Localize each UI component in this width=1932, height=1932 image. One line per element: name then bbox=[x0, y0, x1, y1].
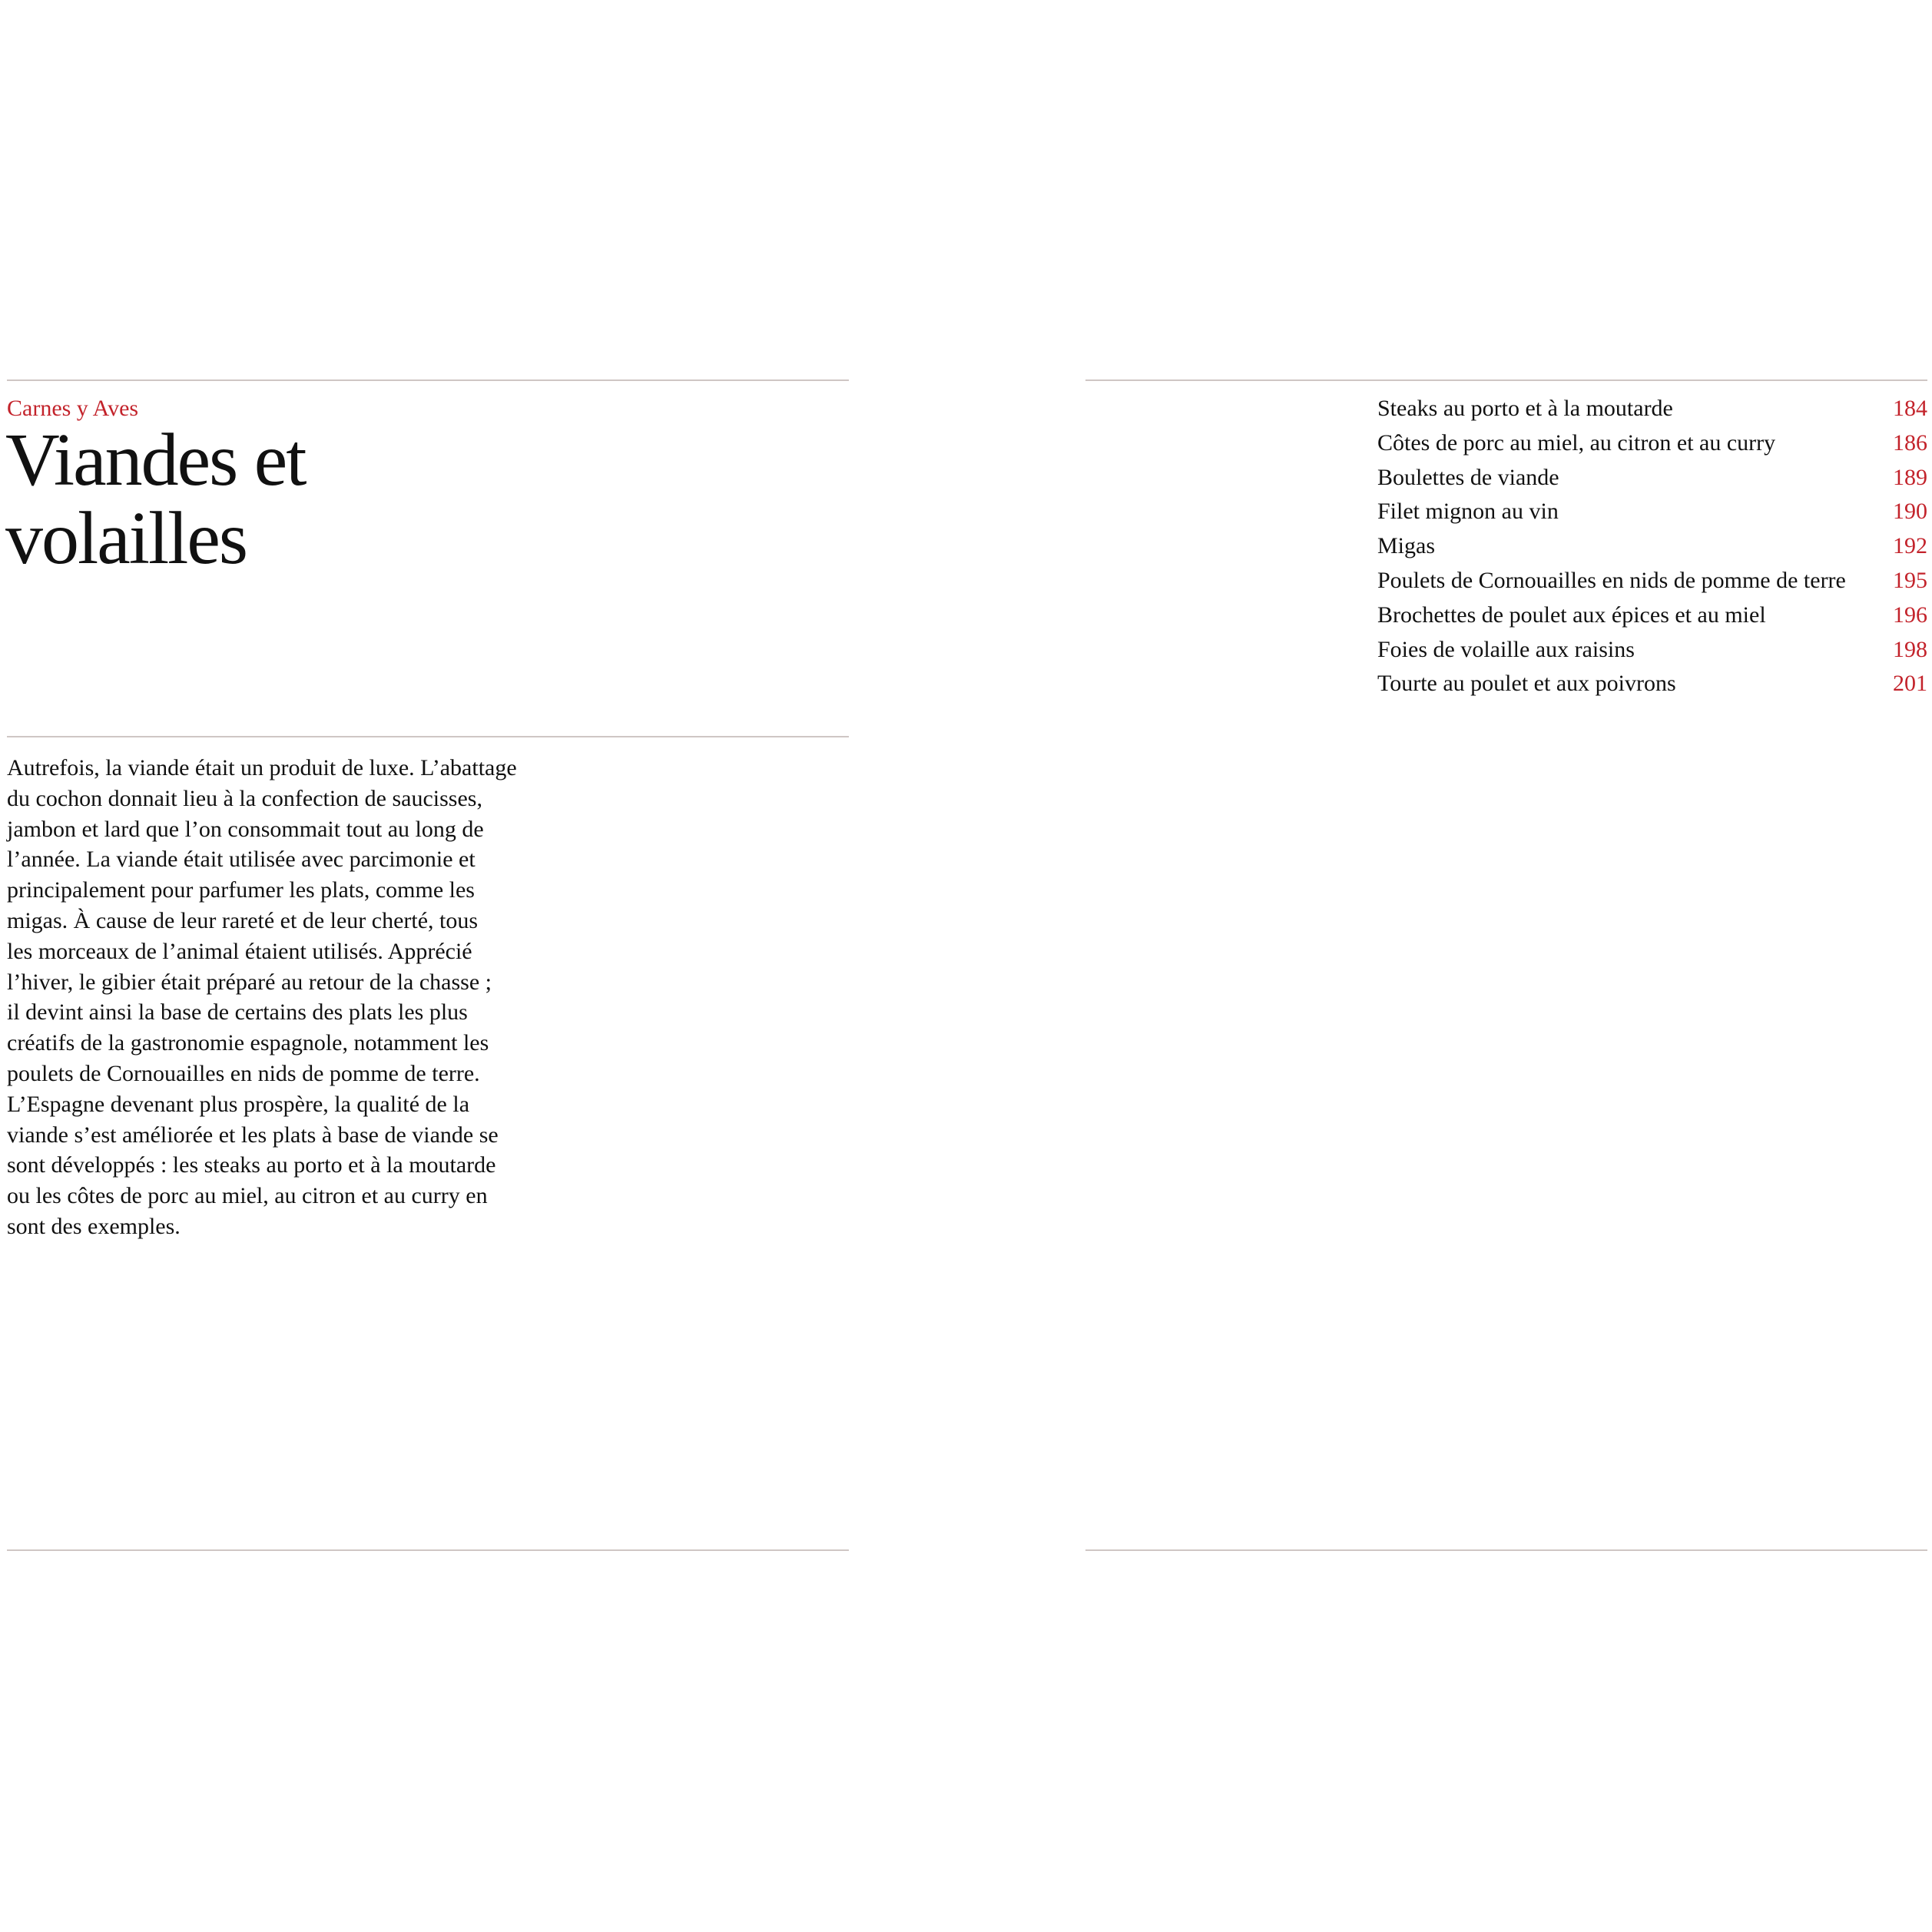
recipe-title: Poulets de Cornouailles en nids de pomme de terre bbox=[1377, 567, 1846, 593]
intro-line: poulets de Cornouailles en nids de pomme de terre. bbox=[7, 1060, 480, 1086]
intro-line: viande s’est améliorée et les plats à base de viande se bbox=[7, 1122, 499, 1148]
rule-right-top bbox=[1085, 379, 1927, 381]
recipe-list bbox=[1377, 392, 1927, 701]
recipe-page-number: 192 bbox=[1893, 533, 1927, 559]
rule-left-top bbox=[7, 379, 849, 381]
intro-line: du cochon donnait lieu à la confection de saucisses, bbox=[7, 785, 482, 811]
recipe-page-number: 186 bbox=[1893, 429, 1927, 456]
intro-line: L’Espagne devenant plus prospère, la qualité de la bbox=[7, 1091, 470, 1117]
rule-right-bottom bbox=[1085, 1549, 1927, 1551]
recipe-title: Tourte au poulet et aux poivrons bbox=[1377, 671, 1676, 697]
recipe-title: Migas bbox=[1377, 533, 1435, 559]
recipe-page-number: 184 bbox=[1893, 396, 1927, 421]
intro-line: ou les côtes de porc au miel, au citron et au curry en bbox=[7, 1183, 488, 1209]
chapter-title-line: volailles bbox=[5, 497, 247, 580]
recipe-title: Foies de volaille aux raisins bbox=[1377, 636, 1635, 662]
intro-line: créatifs de la gastronomie espagnole, notamment les bbox=[7, 1030, 489, 1056]
recipe-list-item[interactable] bbox=[1377, 667, 1927, 701]
recipe-list-item[interactable] bbox=[1377, 598, 1927, 633]
intro-line: l’hiver, le gibier était préparé au retour de la chasse ; bbox=[7, 969, 492, 995]
rule-left-bottom bbox=[7, 1549, 849, 1551]
recipe-page-number: 189 bbox=[1893, 464, 1927, 490]
intro-line: les morceaux de l’animal étaient utilisés. Apprécié bbox=[7, 938, 472, 964]
recipe-list-item[interactable] bbox=[1377, 633, 1927, 668]
recipe-title: Brochettes de poulet aux épices et au miel bbox=[1377, 601, 1766, 628]
recipe-list-item[interactable] bbox=[1377, 461, 1927, 495]
recipe-list-item[interactable] bbox=[1377, 564, 1927, 598]
recipe-title: Boulettes de viande bbox=[1377, 464, 1559, 490]
recipe-page-number: 196 bbox=[1893, 601, 1927, 628]
recipe-page-number: 201 bbox=[1893, 671, 1927, 697]
chapter-subtitle: Carnes y Aves bbox=[7, 396, 139, 421]
intro-line: il devint ainsi la base de certains des plats les plus bbox=[7, 999, 468, 1026]
intro-line: sont développés : les steaks au porto et à la moutarde bbox=[7, 1152, 496, 1178]
intro-line: migas. À cause de leur rareté et de leur cherté, tous bbox=[7, 907, 479, 933]
recipe-title: Filet mignon au vin bbox=[1377, 499, 1559, 525]
recipe-list-item[interactable] bbox=[1377, 392, 1927, 426]
chapter-title bbox=[5, 421, 305, 578]
intro-line: jambon et lard que l’on consommait tout au long de bbox=[7, 816, 484, 842]
recipe-title: Côtes de porc au miel, au citron et au curry bbox=[1377, 429, 1776, 456]
recipe-page-number: 190 bbox=[1893, 499, 1927, 525]
intro-line: principalement pour parfumer les plats, comme les bbox=[7, 877, 475, 903]
recipe-title: Steaks au porto et à la moutarde bbox=[1377, 396, 1673, 421]
intro-line: Autrefois, la viande était un produit de luxe. L’abattage bbox=[7, 755, 517, 780]
recipe-page-number: 198 bbox=[1893, 636, 1927, 662]
recipe-list-item[interactable] bbox=[1377, 426, 1927, 461]
intro-line: sont des exemples. bbox=[7, 1213, 181, 1239]
intro-paragraph bbox=[7, 753, 560, 1242]
recipe-list-item[interactable] bbox=[1377, 529, 1927, 564]
rule-left-middle bbox=[7, 736, 849, 737]
intro-line: l’année. La viande était utilisée avec parcimonie et bbox=[7, 847, 476, 873]
chapter-title-line: Viandes et bbox=[5, 419, 306, 502]
recipe-page-number: 195 bbox=[1893, 567, 1927, 593]
recipe-list-item[interactable] bbox=[1377, 495, 1927, 529]
